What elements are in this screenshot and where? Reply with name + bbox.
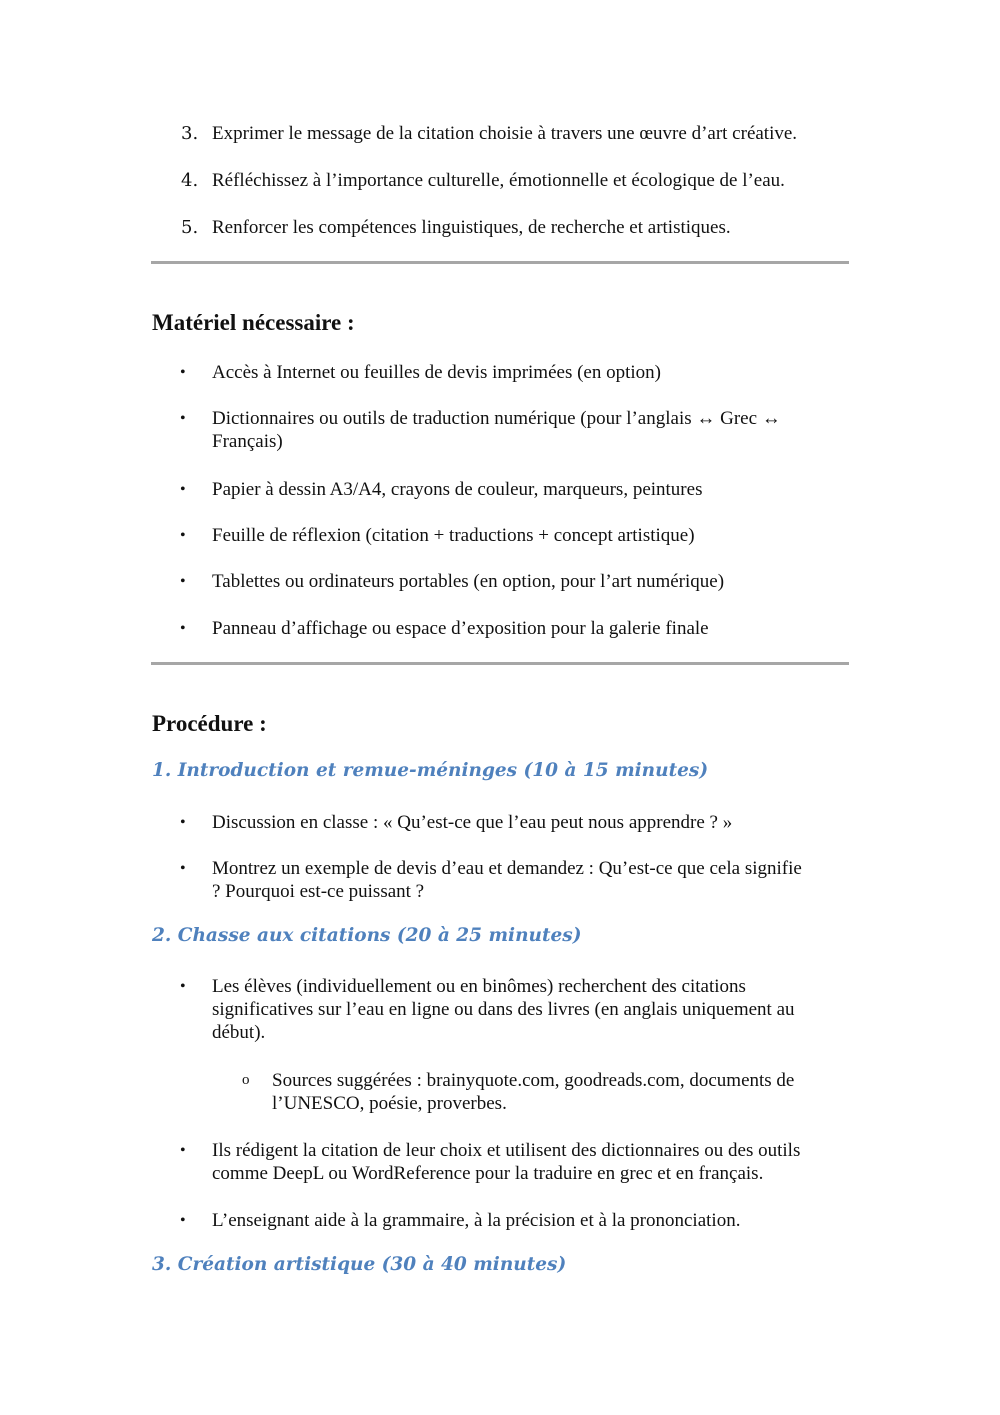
bullet-icon: • [180, 1212, 186, 1229]
material-text: Accès à Internet ou feuilles de devis imprimées (en option) [212, 362, 661, 383]
material-text: Feuille de réflexion (citation + traductions + concept artistique) [212, 525, 695, 546]
bullet-icon: • [180, 527, 186, 544]
bullet-icon: • [180, 573, 186, 590]
objective-text: Renforcer les compétences linguistiques, de recherche et artistiques. [212, 217, 731, 238]
bullet-icon: • [180, 1142, 186, 1159]
step-text: Montrez un exemple de devis d’eau et demandez : Qu’est-ce que cela signifie ? Pourquoi est-ce puissant ? [212, 858, 802, 902]
bullet-icon: • [180, 978, 186, 995]
bullet-icon: • [180, 620, 186, 637]
horizontal-divider [151, 662, 849, 665]
step-heading: 1. Introduction et remue-méninges (10 à 15 minutes) [152, 760, 709, 781]
objective-text: Réfléchissez à l’importance culturelle, émotionnelle et écologique de l’eau. [212, 170, 785, 191]
bullet-icon: • [180, 364, 186, 381]
procedure-heading: Procédure : [152, 711, 267, 736]
step-heading: 2. Chasse aux citations (20 à 25 minutes) [152, 925, 582, 946]
bullet-icon: • [180, 410, 186, 427]
step-text: Ils rédigent la citation de leur choix et utilisent des dictionnaires ou des outils comme DeepL ou WordReference pour la traduire en grec et en français. [212, 1140, 801, 1184]
step-text: L’enseignant aide à la grammaire, à la précision et à la prononciation. [212, 1210, 741, 1231]
objective-number: 5. [181, 217, 199, 238]
step-heading: 3. Création artistique (30 à 40 minutes) [152, 1254, 567, 1275]
objective-number: 3. [181, 123, 199, 144]
objective-text: Exprimer le message de la citation choisie à travers une œuvre d’art créative. [212, 123, 798, 144]
sub-bullet-icon: o [242, 1072, 250, 1088]
materials-heading: Matériel nécessaire : [152, 310, 355, 335]
objective-number: 4. [181, 170, 199, 191]
bullet-icon: • [180, 860, 186, 877]
material-text: Papier à dessin A3/A4, crayons de couleur, marqueurs, peintures [212, 479, 703, 500]
horizontal-divider [151, 261, 849, 264]
step-text: Discussion en classe : « Qu’est-ce que l’eau peut nous apprendre ? » [212, 812, 733, 833]
step-sub-text: Sources suggérées : brainyquote.com, goodreads.com, documents de l’UNESCO, poésie, proverbes. [272, 1070, 795, 1114]
step-text: Les élèves (individuellement ou en binômes) recherchent des citations significatives sur l’eau en ligne ou dans des livres (en anglais uniquement au début). [212, 976, 795, 1043]
material-text: Panneau d’affichage ou espace d’exposition pour la galerie finale [212, 618, 709, 639]
material-text: Dictionnaires ou outils de traduction numérique (pour l’anglais ↔ Grec ↔ Français) [212, 408, 781, 452]
material-text: Tablettes ou ordinateurs portables (en option, pour l’art numérique) [212, 571, 725, 592]
bullet-icon: • [180, 481, 186, 498]
bullet-icon: • [180, 814, 186, 831]
